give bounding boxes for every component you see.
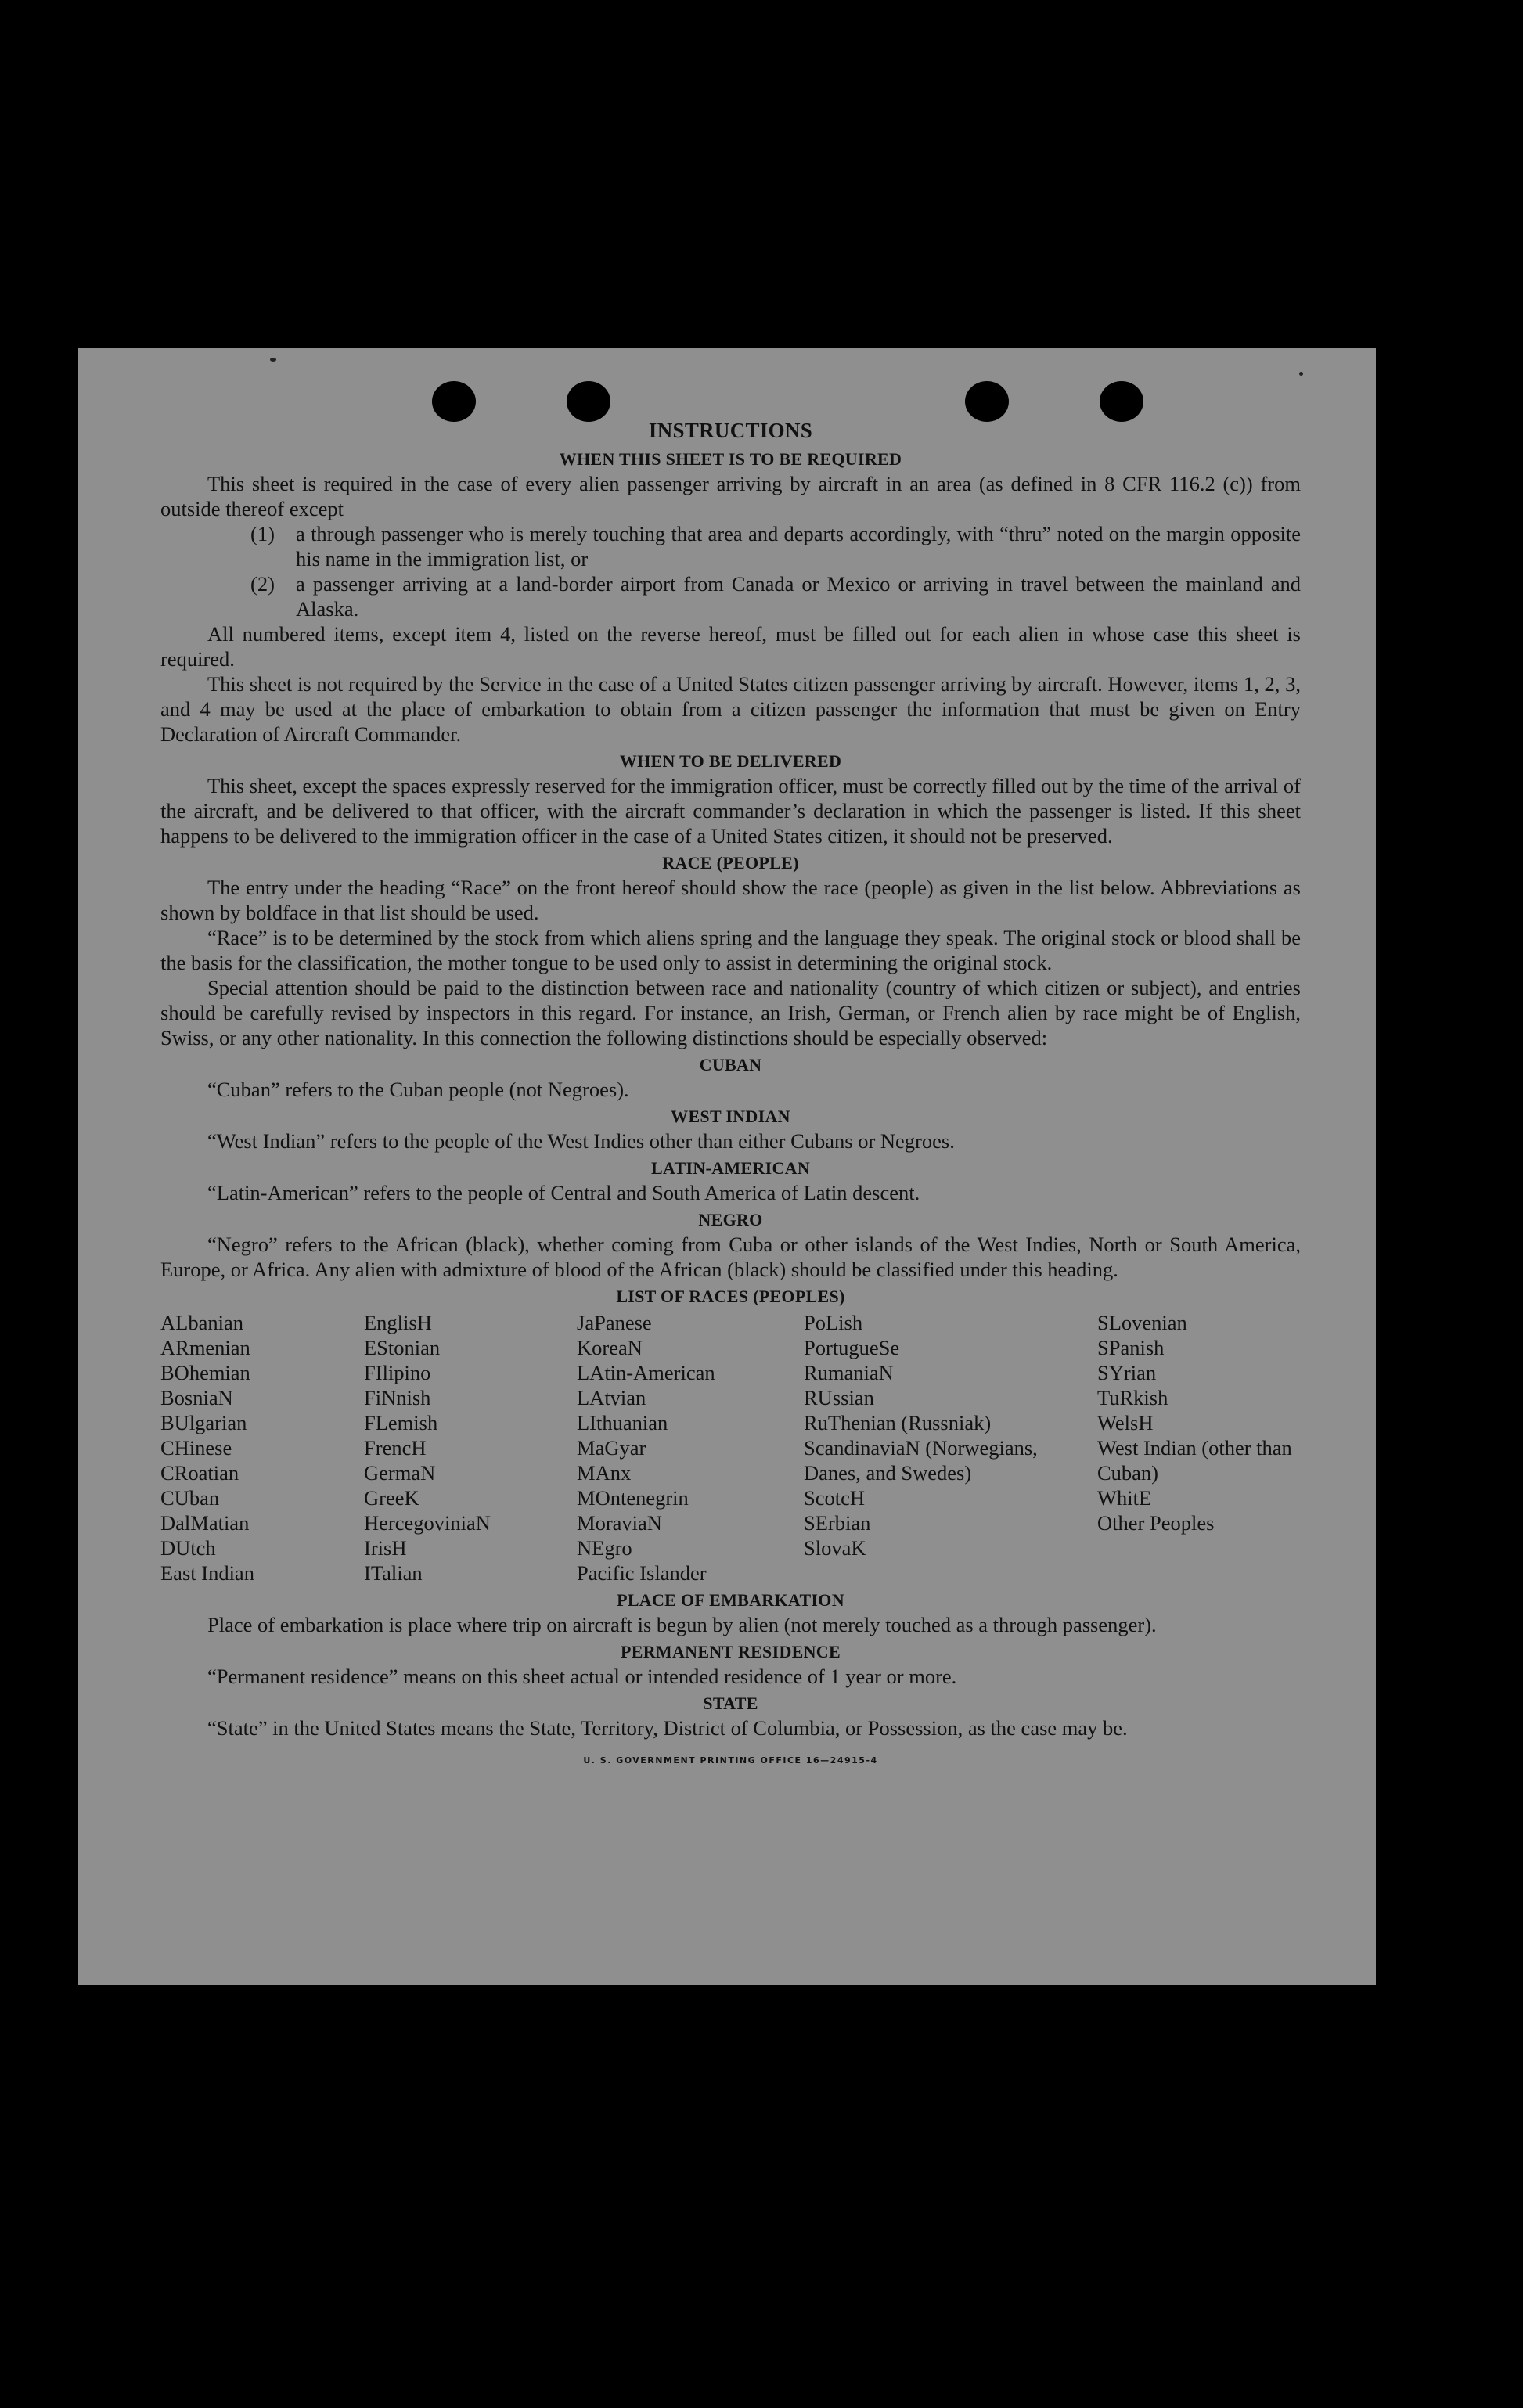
race-entry: JaPanese <box>577 1311 652 1334</box>
item-number: (2) <box>250 572 275 596</box>
race-column <box>577 1310 804 1586</box>
race-column <box>364 1310 577 1586</box>
page-title: INSTRUCTIONS <box>648 419 813 442</box>
numbered-item <box>250 521 1301 571</box>
numbered-item <box>250 571 1301 621</box>
paragraph: “Cuban” refers to the Cuban people (not Negroes). <box>207 1078 629 1101</box>
section-heading: CUBAN <box>699 1055 762 1074</box>
paragraph: “State” in the United States means the State, Territory, District of Columbia, or Possession, as the case may be. <box>207 1716 1128 1740</box>
race-entry: LIthuanian <box>577 1411 668 1434</box>
race-entry: RUssian <box>804 1386 874 1409</box>
paragraph: This sheet is not required by the Service in the case of a United States citizen passenger arriving by aircraft. However, items 1, 2, 3, and 4 may be used at the place of embarkation to obtain from a citizen passenger the information that must be given on Entry Declaration of Aircraft Commander. <box>160 672 1301 746</box>
race-entry: BOhemian <box>160 1361 250 1384</box>
section-heading: LATIN-AMERICAN <box>650 1158 811 1178</box>
race-entry: NEgro <box>577 1536 632 1560</box>
paragraph: This sheet, except the spaces expressly reserved for the immigration officer, must be correctly filled out by the time of the arrival of the aircraft, and be delivered to that officer, with the aircraft commander’s declaration in which the passenger is listed. If this sheet happens to be delivered to the immigration officer in the case of a United States citizen, it should not be preserved. <box>160 774 1301 848</box>
section-heading: PERMANENT RESIDENCE <box>621 1642 841 1661</box>
item-text: a passenger arriving at a land-border airport from Canada or Mexico or arriving in travel between the mainland and Alaska. <box>296 572 1301 621</box>
section-heading: RACE (PEOPLE) <box>662 853 799 873</box>
section-heading: WHEN TO BE DELIVERED <box>619 751 842 771</box>
race-entry: EStonian <box>364 1336 441 1359</box>
race-list <box>160 1310 1301 1586</box>
race-column <box>804 1310 1097 1586</box>
paragraph: Place of embarkation is place where trip on aircraft is begun by alien (not merely touched as a through passenger). <box>207 1613 1157 1636</box>
race-entry: GreeK <box>364 1486 419 1510</box>
item-number: (1) <box>250 522 275 545</box>
race-entry: CUban <box>160 1486 220 1510</box>
paragraph: “Race” is to be determined by the stock from which aliens spring and the language they speak. The original stock or blood shall be the basis for the classification, the mother tongue to be used only to assist in determining the original stock. <box>160 926 1301 974</box>
race-entry: WhitE <box>1097 1486 1152 1510</box>
race-entry: MOntenegrin <box>577 1486 689 1510</box>
paragraph: “Permanent residence” means on this sheet actual or intended residence of 1 year or more. <box>207 1665 957 1688</box>
section-heading: WEST INDIAN <box>671 1107 790 1126</box>
race-entry: RumaniaN <box>804 1361 894 1384</box>
race-column <box>1097 1310 1301 1586</box>
paragraph: This sheet is required in the case of every alien passenger arriving by aircraft in an area (as defined in 8 CFR 116.2 (c)) from outside thereof except <box>160 472 1301 520</box>
race-entry: TuRkish <box>1097 1386 1168 1409</box>
ink-speck <box>270 358 276 362</box>
instructions-content <box>160 416 1301 1773</box>
race-entry: MAnx <box>577 1461 632 1485</box>
item-text: a through passenger who is merely touching that area and departs accordingly, with “thru” noted on the margin opposite his name in the immigration list, or <box>296 522 1301 571</box>
race-entry: ITalian <box>364 1561 423 1585</box>
race-entry: Pacific Islander <box>577 1561 707 1585</box>
race-entry: RuThenian (Russniak) <box>804 1411 992 1434</box>
paragraph: “Latin-American” refers to the people of Central and South America of Latin descent. <box>207 1181 920 1204</box>
race-entry: PoLish <box>804 1311 863 1334</box>
race-entry: FiNnish <box>364 1386 431 1409</box>
race-entry: CRoatian <box>160 1461 239 1485</box>
race-entry: GermaN <box>364 1461 436 1485</box>
race-entry: HercegoviniaN <box>364 1511 491 1535</box>
race-entry: DUtch <box>160 1536 216 1560</box>
race-entry: ALbanian <box>160 1311 243 1334</box>
section-heading: WHEN THIS SHEET IS TO BE REQUIRED <box>559 449 902 469</box>
race-entry: BosniaN <box>160 1386 233 1409</box>
race-entry: LAtvian <box>577 1386 646 1409</box>
race-entry: FrencH <box>364 1436 427 1460</box>
race-entry: SLovenian <box>1097 1311 1187 1334</box>
race-entry: SYrian <box>1097 1361 1157 1384</box>
section-heading: NEGRO <box>698 1210 763 1229</box>
race-entry: FLemish <box>364 1411 438 1434</box>
paragraph: “West Indian” refers to the people of the West Indies other than either Cubans or Negroes. <box>207 1129 955 1153</box>
paragraph: Special attention should be paid to the distinction between race and nationality (country of which citizen or subject), and entries should be carefully revised by inspectors in this regard. For instance, an Irish, German, or French alien by race might be of English, Swiss, or any other nationality. In this connection the following distinctions should be especially observed: <box>160 976 1301 1049</box>
section-heading: STATE <box>703 1694 758 1713</box>
race-entry: ScandinaviaN (Norwegians, Danes, and Swedes) <box>804 1436 1038 1485</box>
race-entry: LAtin-American <box>577 1361 715 1384</box>
ink-speck <box>1299 372 1303 376</box>
paragraph: The entry under the heading “Race” on the front hereof should show the race (people) as given in the list below. Abbreviations as shown by boldface in that list should be used. <box>160 876 1301 924</box>
race-entry: ScotcH <box>804 1486 866 1510</box>
race-entry: EnglisH <box>364 1311 432 1334</box>
race-column <box>160 1310 364 1586</box>
paragraph: “Negro” refers to the African (black), whether coming from Cuba or other islands of the West Indies, North or South America, Europe, or Africa. Any alien with admixture of blood of the African (black) should be classified under this heading. <box>160 1233 1301 1281</box>
document-sheet <box>78 348 1376 1985</box>
race-entry: FIlipino <box>364 1361 431 1384</box>
race-entry: ARmenian <box>160 1336 250 1359</box>
race-entry: CHinese <box>160 1436 232 1460</box>
paragraph: All numbered items, except item 4, listed on the reverse hereof, must be filled out for each alien in whose case this sheet is required. <box>160 622 1301 671</box>
race-entry: WelsH <box>1097 1411 1154 1434</box>
race-entry: SPanish <box>1097 1336 1165 1359</box>
section-heading: PLACE OF EMBARKATION <box>617 1590 844 1610</box>
race-entry: West Indian (other than Cuban) <box>1097 1436 1292 1485</box>
race-entry: PortugueSe <box>804 1336 900 1359</box>
race-entry: DalMatian <box>160 1511 250 1535</box>
printing-office-footer: U. S. GOVERNMENT PRINTING OFFICE 16—24915-4 <box>583 1755 878 1766</box>
race-entry: KoreaN <box>577 1336 643 1359</box>
race-entry: SlovaK <box>804 1536 866 1560</box>
race-entry: MoraviaN <box>577 1511 662 1535</box>
race-entry: Other Peoples <box>1097 1511 1215 1535</box>
race-entry: SErbian <box>804 1511 871 1535</box>
race-entry: IrisH <box>364 1536 407 1560</box>
race-entry: East Indian <box>160 1561 254 1585</box>
section-heading: LIST OF RACES (PEOPLES) <box>616 1287 845 1306</box>
race-entry: BUlgarian <box>160 1411 247 1434</box>
race-entry: MaGyar <box>577 1436 646 1460</box>
